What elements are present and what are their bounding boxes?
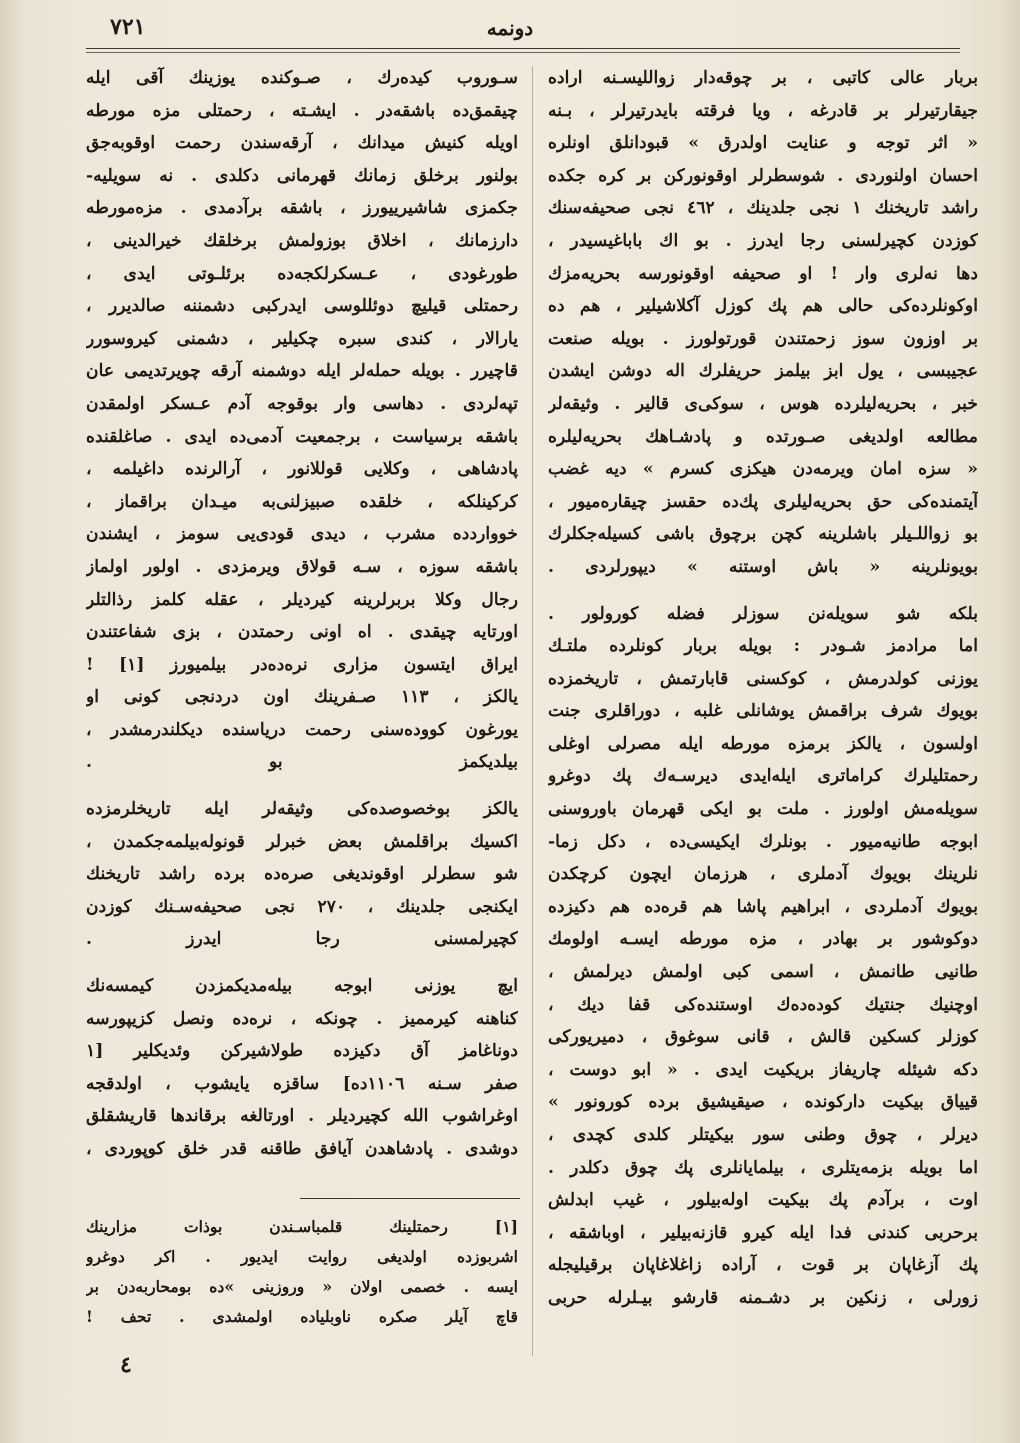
- text-line: جکمزی شاشيرييورز ، باشقه برآدمدی . مزه‌مورطه: [86, 198, 518, 219]
- text-line: بربار عالی کاتبی ، بر چوقه‌دار زوالليسـنه اراده: [548, 68, 978, 88]
- text-line: رحمتلی قيليچ دوئللوسی ايدرکبی دشمننه صالديرر ،: [86, 296, 518, 317]
- footnote-line: قاچ آيلر صکره ناوبلياده اولمشدی . تحف !: [86, 1307, 518, 1326]
- signature-mark: ٤: [120, 1352, 132, 1378]
- column-divider: [532, 66, 533, 1356]
- text-line: برحربی کندنی فدا ايله کيرو قازنه‌بيلير ، اوباشقه ،: [548, 1222, 978, 1243]
- text-line: جيقارتيرلر بر قادرغه ، ويا فرقته بايدرتيرلر ، بـنه: [548, 100, 978, 121]
- text-line: دارزمانك ، اخلاق بوزولمش برخلقك خيرالدينی ،: [86, 230, 518, 251]
- text-line: خبر ، بحريه‌ليلرده هوس ، سوکی‌ی قالير . وثيقه‌لر: [548, 393, 978, 414]
- text-line: مطالعه اولديغی صـورتده و پادشـاهك بحريه‌ليلره: [548, 426, 978, 447]
- footnote-line: ايسه . خصمی اولان « وروزينی »ده بومحاربه‌دن بر: [86, 1277, 518, 1296]
- text-line: اورتايه چيقدی . اه اونی رحمتدن ، بزی شفاعتندن: [86, 622, 518, 643]
- text-line: ايچ يوزنی ابوجه بيله‌مديکمزدن کيمسه‌نك: [86, 976, 518, 997]
- text-line: سويله‌مش اولورز . ملت بو ايکی قهرمان باورو‌سنی: [548, 799, 978, 820]
- footnote-rule: [300, 1198, 520, 1199]
- text-line: قيياق بيکيت دارکونده ، صيقيشيق برده کورونور »: [548, 1092, 978, 1113]
- text-line: باشقه برسياست ، برجمعيت آدمی‌ده ايدی . صاغلقنده: [86, 426, 518, 447]
- text-line: ديرلر ، چوق وطنی سور بيکيتلر کلدی کچدی ،: [548, 1125, 978, 1145]
- text-line: اوچنيك جنتيك کوده‌ده‌ك اوستنده‌کی قفا ديك ،: [548, 994, 978, 1015]
- text-line: آيتمنده‌کی حق بحريه‌ليلری پك‌ده حقسز چيقاره‌ميور ،: [548, 491, 978, 512]
- text-line: دوناغامز آق دکيزده طولاشيرکن وئديکلير [١: [86, 1041, 518, 1062]
- text-line: يالکز ، ١١٣ صـفرينك اون دردنجی کونی او: [86, 687, 518, 708]
- header-rule-thin: [86, 52, 960, 53]
- text-line: بيلديکمز بو .: [86, 752, 518, 773]
- text-line: چيقمق‌ده باشقه‌در . ايشـته ، رحمتلی مزه مورطه: [86, 100, 518, 121]
- text-line: اوغراشوب الله کچيرديلر . اورتالغه برقاندها قاريشقلق: [86, 1106, 518, 1127]
- text-line: « سزه امان ويرمه‌دن هيکزی کسرم » ديه غضب: [548, 459, 978, 480]
- text-line: يارالار ، کندی سبره چکيلير ، دشمنی کيروسورر: [86, 328, 518, 349]
- text-line: بويونلرينه « باش اوستنه » ديپورلردی .: [548, 556, 978, 577]
- text-line: بولنور برخلق زمانك قهرمانی دکلدی . نه سويليه-: [86, 165, 518, 186]
- text-line: کچيرلمسنی رجا ايدرز .: [86, 929, 518, 950]
- footnote: [86, 1212, 518, 1332]
- text-line: بلکه شو سويله‌نن سوزلر فضله کورولور .: [548, 603, 978, 624]
- scan-edge-left: [0, 0, 24, 1443]
- text-line: سـوروب کيده‌رك ، صـوکنده يوزينك آقی ايله: [86, 68, 518, 88]
- text-line: احسان اولنوردی . شوسطرلر اوقونورکن بر کره جکده: [548, 165, 978, 186]
- text-line: بو زواللـيلر باشلرينه کچن برچوق باشی کسيله‌جکلرك: [548, 524, 978, 545]
- header-rule: [86, 48, 960, 49]
- paragraph-gap: [548, 584, 978, 598]
- text-line: کوزدن کچيرلسنی رجا ايدرز . بو اك باباغيسيدر ،: [548, 230, 978, 251]
- paragraph-gap: [86, 779, 518, 793]
- text-line: اويله کنيش ميدانك ، آرقه‌سندن رحمت اوقوبه‌جق: [86, 133, 518, 154]
- text-line: « اثر توجه و عنايت اولدرق » قبودانلق اونلره: [548, 133, 978, 154]
- text-line: بويوك آدملردی ، ابراهيم پاشا هم قره‌ده هم دکيزده: [548, 896, 978, 917]
- text-line: طانيی طانمش ، اسمی کبی اولمش دیرلمش ،: [548, 962, 978, 983]
- text-line: دها نه‌لری وار ! او صحيفه اوقونورسه بحريه‌مزك: [548, 263, 978, 284]
- text-line: ابوجه طانيه‌ميور . بونلرك ايکيسی‌ده ، دکل زما-: [548, 831, 978, 852]
- text-line: کناهنه کيرمميز . چونکه ، نره‌ده ونصل کزيپورسه: [86, 1008, 518, 1029]
- text-line: رحمتليلرك کراماتری ايله‌ايدی دیرسـه‌ك پك دوغرو: [548, 766, 978, 787]
- text-line: دوکوشور بر بهادر ، مزه مورطه ايسـه اولومك: [548, 929, 978, 950]
- text-line: اما مرادمز شـودر : بويله بربار کونلرده ملتـك: [548, 636, 978, 657]
- text-line: نلرينك بويوك آدملری ، هرزمان ايچون کرچکدن: [548, 864, 978, 885]
- page-number: ٧٢١: [110, 14, 146, 40]
- text-line: شو سطرلر اوقونديغی صره‌ده برده راشد تاريخنك: [86, 864, 518, 885]
- text-line: ايکنجی جلدينك ، ٢٧٠ نجی صحيفه‌سـنك کوزدن: [86, 896, 518, 917]
- text-line: عجيبسی ، يول ابز بيلمز حريفلرك اله دوشن ايشدن: [548, 361, 978, 382]
- footnote-line: [١] رحمتلينك قلمباسـندن بوذات مزارينك: [86, 1217, 518, 1236]
- text-line: يورغون کووده‌سنی رحمت درياسنده ديکلندرمشدر ،: [86, 719, 518, 740]
- left-paragraph-3: [86, 970, 518, 1166]
- text-line: ايراق ايتسون مزاری نره‌ده‌در بيلميورز [١] !: [86, 654, 518, 675]
- text-line: يوزنی کولدرمش ، کوکسنی قابارتمش ، تاريخمزده: [548, 668, 978, 689]
- text-line: اما بويله بزمه‌يتلری ، بيلمايانلری پك چوق دکلدر .: [548, 1157, 978, 1178]
- text-line: بويوك شرف براقمش يوشانلی غلبه ، دوراقلری جنت: [548, 701, 978, 722]
- right-paragraph-1: [548, 62, 978, 584]
- running-title: دونمه: [486, 16, 534, 40]
- text-line: راشد تاريخنك ١ نجی جلدينك ، ٤٦٢ نجی صحيفه‌سنك: [548, 198, 978, 219]
- text-line: باشقه سوزه ، سـه قولاق ويرمزدی . اولور اولماز: [86, 556, 518, 577]
- text-line: رجال وکلا بربرلرينه کيرديلر ، عقله کلمز رذالتلر: [86, 589, 518, 610]
- text-line: اوت ، برآدم پك بيکيت اوله‌بيلور ، غيب ابدلش: [548, 1190, 978, 1211]
- left-paragraph-2: [86, 793, 518, 956]
- left-column: [86, 62, 518, 1166]
- text-line: اوکونلرده‌کی حالی هم پك کوزل آکلاشيلير ، هم ده: [548, 296, 978, 317]
- text-line: خوواردده مشرب ، ديدی قودی‌يی سومز ، ايشندن: [86, 524, 518, 545]
- text-line: بر اوزون سوز زحمتندن قورتولورز . بويله صنعت: [548, 328, 978, 349]
- text-line: صفر سـنه ١١٠٦ده] ساقزه يايشوب ، اولدقجه: [86, 1073, 518, 1094]
- text-line: قاچيرر . بويله حمله‌لر ايله دوشمنه آرقه چويرتديمی عان: [86, 361, 518, 382]
- right-paragraph-2: [548, 598, 978, 1315]
- text-line: اکسيك براقلمش بعض خبرلر قونوله‌بيلمه‌جکمدن ،: [86, 831, 518, 852]
- text-line: اولسون ، يالکز برمزه مورطه ايله مصرلی اوغلی: [548, 733, 978, 754]
- text-line: کرکينلکه ، خلقده صبيزلنی‌به ميـدان براقماز ،: [86, 491, 518, 512]
- footnote-line: اشربوزده اولديغی روايت ايديور . اکر دوغرو: [86, 1247, 518, 1266]
- text-line: دوشدی . پادشاهدن آيافق طاقنه قدر خلق کوپوردی ،: [86, 1139, 518, 1159]
- text-line: پادشاهی ، وکلايی قوللانور ، آرالرنده داغيلمه ،: [86, 459, 518, 480]
- text-line: يالکز بوخصوصده‌کی وثيقه‌لر ايله تاريخلرمزده: [86, 799, 518, 820]
- text-line: کوزلر کسکين قالش ، قانی سوغوق ، دميريورکی: [548, 1027, 978, 1048]
- text-line: زورلی ، زنکين بر دشـمنه قارشو بيـلرله حربی: [548, 1287, 978, 1308]
- text-line: دکه شيئله چاريفاز بريکيت ايدی . « ابو دوست ،: [548, 1059, 978, 1080]
- paragraph-gap: [86, 956, 518, 970]
- left-paragraph-1: [86, 62, 518, 779]
- text-line: پك آزغاپان بر قوت ، آراده زاغلاغاپان برقيليجله: [548, 1255, 978, 1276]
- text-line: طورغودی ، عـسکرلکجه‌ده برئلـوتی ايدی ،: [86, 263, 518, 284]
- scan-edge-right: [1002, 0, 1020, 1443]
- text-line: تپه‌لردی . دهاسی وار بوقوجه آدم عـسکر اولمقدن: [86, 393, 518, 414]
- right-column: [548, 62, 978, 1315]
- page-header: [80, 14, 940, 46]
